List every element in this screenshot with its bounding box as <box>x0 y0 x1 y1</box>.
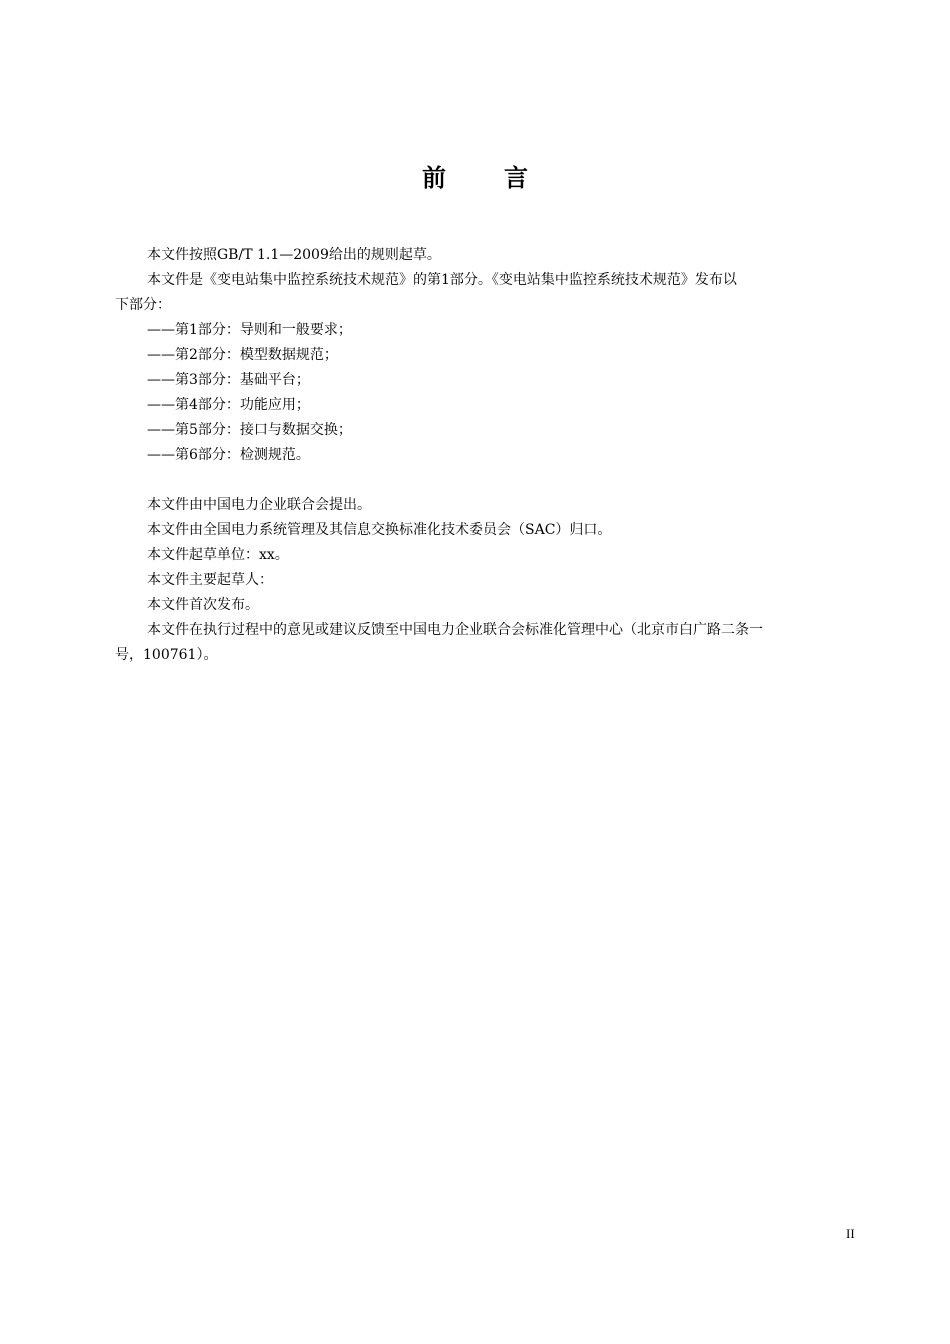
paragraph-drafters: 本文件主要起草人： <box>147 572 273 588</box>
document-body <box>115 243 855 668</box>
paragraph-drafting-rules: 本文件按照GB/T 1.1—2009给出的规则起草。 <box>147 247 441 263</box>
list-item-part-2: ——第2部分：模型数据规范； <box>147 347 338 363</box>
paragraph-feedback-continued: 号，100761）。 <box>115 647 218 663</box>
page-title <box>0 158 950 193</box>
paragraph-part-intro: 本文件是《变电站集中监控系统技术规范》的第1部分。《变电站集中监控系统技术规范》发布以 <box>147 272 737 288</box>
list-item-part-6: ——第6部分：检测规范。 <box>147 447 310 463</box>
page-number: II <box>846 1226 855 1241</box>
title-char-left: 前 <box>422 164 446 192</box>
paragraph-spacer <box>115 468 855 493</box>
title-char-right: 言 <box>504 164 528 192</box>
list-item-part-4: ——第4部分：功能应用； <box>147 397 310 413</box>
paragraph-drafting-unit: 本文件起草单位：xx。 <box>147 547 289 563</box>
paragraph-feedback: 本文件在执行过程中的意见或建议反馈至中国电力企业联合会标准化管理中心（北京市白广路二条一 <box>147 622 763 638</box>
list-item-part-3: ——第3部分：基础平台； <box>147 372 310 388</box>
paragraph-proposer: 本文件由中国电力企业联合会提出。 <box>147 497 371 513</box>
paragraph-technical-committee: 本文件由全国电力系统管理及其信息交换标准化技术委员会（SAC）归口。 <box>147 522 612 538</box>
paragraph-part-intro-continued: 下部分： <box>115 297 171 313</box>
paragraph-first-release: 本文件首次发布。 <box>147 597 259 613</box>
list-item-part-5: ——第5部分：接口与数据交换； <box>147 422 352 438</box>
list-item-part-1: ——第1部分：导则和一般要求； <box>147 322 352 338</box>
